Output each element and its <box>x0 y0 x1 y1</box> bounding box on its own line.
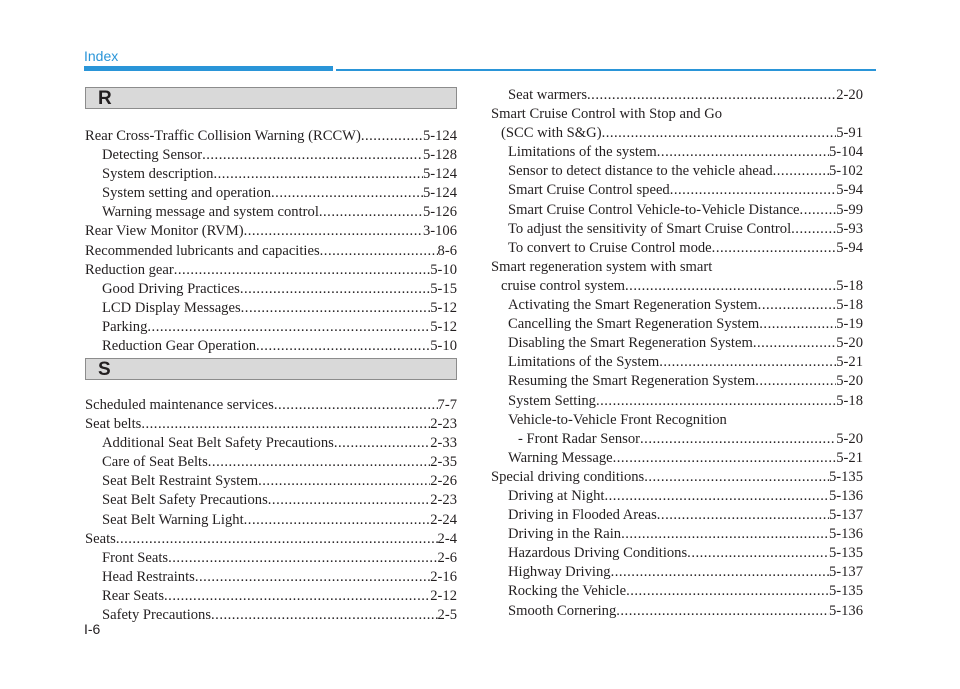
index-subentry[interactable]: To convert to Cruise Control mode ..... 5-94 <box>491 239 863 258</box>
index-subentry[interactable]: Safety Precautions ..... 2-5 <box>85 606 457 625</box>
index-subentry[interactable]: Cancelling the Smart Regeneration System ..... 5-19 <box>491 315 863 334</box>
letter-band-r <box>85 87 457 109</box>
index-subentry[interactable]: Head Restraints ..... 2-16 <box>85 568 457 587</box>
index-subentry[interactable]: LCD Display Messages ..... 5-12 <box>85 299 457 318</box>
index-entry-continuation[interactable]: cruise control system ..... 5-18 <box>491 277 863 296</box>
header-rule-thin <box>336 69 876 71</box>
index-subentry[interactable]: System Setting ..... 5-18 <box>491 392 863 411</box>
index-subentry[interactable]: Care of Seat Belts ..... 2-35 <box>85 453 457 472</box>
letter-s: S <box>98 359 111 380</box>
index-subentry[interactable]: Smart Cruise Control speed ..... 5-94 <box>491 181 863 200</box>
index-subentry[interactable]: Disabling the Smart Regeneration System ..... 5-20 <box>491 334 863 353</box>
index-entry[interactable]: Recommended lubricants and capacities ..... 8-6 <box>85 242 457 261</box>
index-subentry[interactable]: To adjust the sensitivity of Smart Cruise Control ..... 5-93 <box>491 220 863 239</box>
index-entry-heading[interactable]: Smart regeneration system with smart <box>491 258 713 275</box>
index-entry-heading[interactable]: Smart Cruise Control with Stop and Go <box>491 106 723 123</box>
index-subentry-continuation[interactable]: - Front Radar Sensor ..... 5-20 <box>491 430 863 449</box>
index-subentry[interactable]: Good Driving Practices ..... 5-15 <box>85 280 457 299</box>
index-subentry[interactable]: Driving at Night ..... 5-136 <box>491 487 863 506</box>
index-entry[interactable]: Scheduled maintenance services ..... 7-7 <box>85 396 457 415</box>
page-section-title: Index <box>84 48 119 64</box>
index-entry-continuation[interactable]: (SCC with S&G) ..... 5-91 <box>491 124 863 143</box>
index-subentry[interactable]: System setting and operation ..... 5-124 <box>85 184 457 203</box>
index-entry[interactable]: Seats ..... 2-4 <box>85 530 457 549</box>
page-number: I-6 <box>84 621 101 637</box>
index-subentry[interactable]: Limitations of the system ..... 5-104 <box>491 143 863 162</box>
index-subentry[interactable]: Rocking the Vehicle ..... 5-135 <box>491 582 863 601</box>
index-subentry[interactable]: Warning message and system control ..... 5-126 <box>85 203 457 222</box>
index-subentry[interactable]: Detecting Sensor ..... 5-128 <box>85 146 457 165</box>
index-subentry[interactable]: System description ..... 5-124 <box>85 165 457 184</box>
index-subentry[interactable]: Sensor to detect distance to the vehicle ahead ..... 5-102 <box>491 162 863 181</box>
index-entry[interactable]: Special driving conditions ..... 5-135 <box>491 468 863 487</box>
index-list-s <box>85 396 457 625</box>
index-subentry[interactable]: Seat warmers ..... 2-20 <box>491 86 863 105</box>
index-entry[interactable]: Seat belts ..... 2-23 <box>85 415 457 434</box>
index-subentry[interactable]: Driving in Flooded Areas ..... 5-137 <box>491 506 863 525</box>
header-rule-thick <box>84 66 333 71</box>
index-list-r <box>85 127 457 356</box>
index-subentry[interactable]: Smart Cruise Control Vehicle-to-Vehicle Distance ..... 5-99 <box>491 201 863 220</box>
letter-band-s <box>85 358 457 380</box>
index-subentry[interactable]: Additional Seat Belt Safety Precautions ..... 2-33 <box>85 434 457 453</box>
index-subentry[interactable]: Seat Belt Warning Light ..... 2-24 <box>85 511 457 530</box>
index-subentry[interactable]: Hazardous Driving Conditions ..... 5-135 <box>491 544 863 563</box>
index-subentry[interactable]: Rear Seats ..... 2-12 <box>85 587 457 606</box>
index-subentry-heading[interactable]: Vehicle-to-Vehicle Front Recognition <box>508 411 727 428</box>
index-subentry[interactable]: Resuming the Smart Regeneration System ..... 5-20 <box>491 372 863 391</box>
index-subentry[interactable]: Seat Belt Restraint System ..... 2-26 <box>85 472 457 491</box>
index-subentry[interactable]: Smooth Cornering ..... 5-136 <box>491 602 863 621</box>
index-subentry[interactable]: Driving in the Rain ..... 5-136 <box>491 525 863 544</box>
index-entry[interactable]: Rear Cross-Traffic Collision Warning (RCCW) ..... 5-124 <box>85 127 457 146</box>
index-subentry[interactable]: Activating the Smart Regeneration System ..... 5-18 <box>491 296 863 315</box>
index-subentry[interactable]: Limitations of the System ..... 5-21 <box>491 353 863 372</box>
index-list-right <box>491 86 863 621</box>
index-subentry[interactable]: Highway Driving ..... 5-137 <box>491 563 863 582</box>
index-subentry[interactable]: Front Seats ..... 2-6 <box>85 549 457 568</box>
letter-r: R <box>98 88 112 109</box>
index-subentry[interactable]: Reduction Gear Operation ..... 5-10 <box>85 337 457 356</box>
index-subentry[interactable]: Parking ..... 5-12 <box>85 318 457 337</box>
index-entry[interactable]: Reduction gear ..... 5-10 <box>85 261 457 280</box>
index-subentry[interactable]: Warning Message ..... 5-21 <box>491 449 863 468</box>
index-entry[interactable]: Rear View Monitor (RVM) ..... 3-106 <box>85 222 457 241</box>
index-subentry[interactable]: Seat Belt Safety Precautions ..... 2-23 <box>85 491 457 510</box>
